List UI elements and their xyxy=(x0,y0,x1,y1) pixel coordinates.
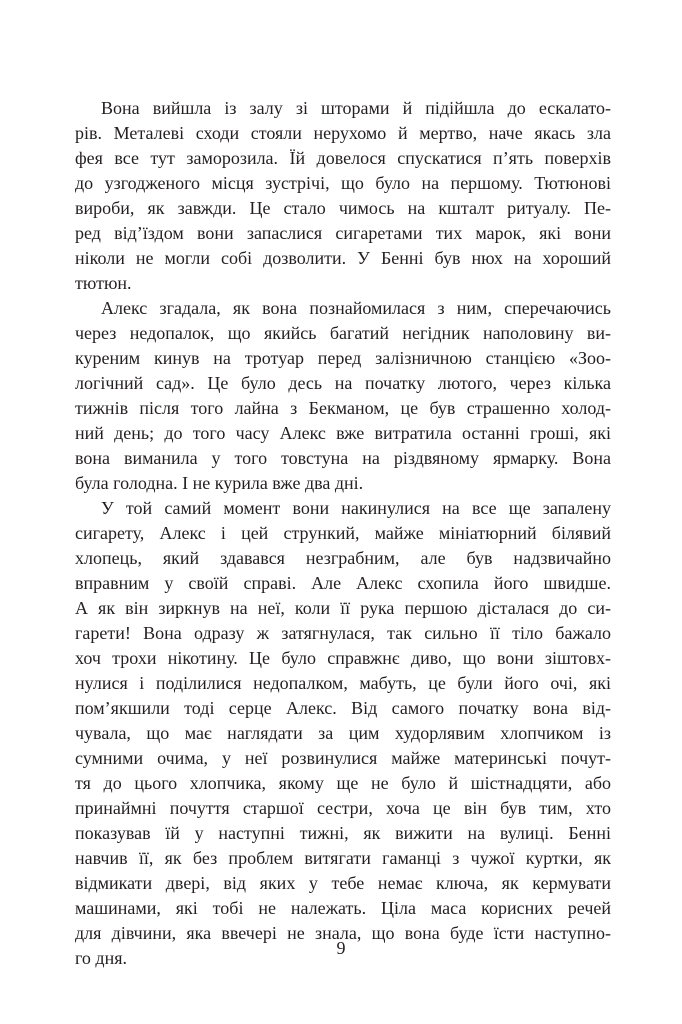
text-line: через недопалок, що якийсь багатий негідник наполовину ви- xyxy=(75,323,611,343)
text-line: гарети! Вона одразу ж затягнулася, так сильно її тіло бажало xyxy=(75,623,611,643)
text-line: фея все тут заморозила. Їй довелося спускатися п’ять поверхів xyxy=(75,148,611,168)
text-line: хлопець, який здавався незграбним, але був надзвичайно xyxy=(75,548,611,568)
text-line: навчив її, як без проблем витягати гаманці з чужої куртки, як xyxy=(75,848,611,868)
text-line: вироби, як завжди. Це стало чимось на кшталт ритуалу. Пе- xyxy=(75,198,611,218)
text-line: ніколи не могли собі дозволити. У Бенні був нюх на хороший xyxy=(75,248,611,268)
text-line: тя до цього хлопчика, якому ще не було й шістнадцяти, або xyxy=(75,773,611,793)
text-line: Алекс згадала, як вона познайомилася з ним, сперечаючись xyxy=(101,298,611,318)
book-page-body xyxy=(75,96,611,971)
text-line: тижнів після того лайна з Бекманом, це був страшенно холод- xyxy=(75,398,611,418)
text-line: сигарету, Алекс і цей стрункий, майже мініатюрний білявий xyxy=(75,523,611,543)
text-line: принаймні почуття старшої сестри, хоча це він був тим, хто xyxy=(75,798,611,818)
text-line: рів. Металеві сходи стояли нерухомо й мертво, наче якась зла xyxy=(75,123,611,143)
text-line: ний день; до того часу Алекс вже витратила останні гроші, які xyxy=(75,423,611,443)
text-line: Вона вийшла із залу зі шторами й підійшла до ескалато- xyxy=(101,98,611,118)
text-line: для дівчини, яка ввечері не знала, що вона буде їсти наступно- xyxy=(75,923,611,943)
text-line: У той самий момент вони накинулися на все ще запалену xyxy=(101,498,611,518)
text-line: пом’якшили тоді серце Алекс. Від самого початку вона від- xyxy=(75,698,611,718)
text-line: відмикати двері, від яких у тебе немає ключа, як кермувати xyxy=(75,873,611,893)
text-line: до узгодженого місця зустрічі, що було на першому. Тютюнові xyxy=(75,173,611,193)
text-line: ред від’їздом вони запаслися сигаретами тих марок, які вони xyxy=(75,223,611,243)
text-line: го дня. xyxy=(75,948,128,968)
page-number: 9 xyxy=(336,938,346,958)
text-line: сумними очима, у неї розвинулися майже материнські почут- xyxy=(75,748,611,768)
text-line: чувала, що має наглядати за цим худорлявим хлопчиком із xyxy=(75,723,611,743)
paragraph-3 xyxy=(75,496,611,971)
text-line: вона виманила у того товстуна на різдвяному ярмарку. Вона xyxy=(75,448,611,468)
text-line: куреним кинув на тротуар перед залізничною станцією «Зоо- xyxy=(75,348,611,368)
text-line: логічний сад». Це було десь на початку лютого, через кілька xyxy=(75,373,611,393)
paragraph-2 xyxy=(75,296,611,496)
text-line: була голодна. І не курила вже два дні. xyxy=(75,473,364,493)
text-line: показував їй у наступні тижні, як вижити на вулиці. Бенні xyxy=(75,823,611,843)
text-line: машинами, які тобі не належать. Ціла маса корисних речей xyxy=(75,898,611,918)
text-line: хоч трохи нікотину. Це було справжнє диво, що вони зіштовх- xyxy=(75,648,611,668)
paragraph-1 xyxy=(75,96,611,296)
text-line: А як він зиркнув на неї, коли її рука першою дісталася до си- xyxy=(75,598,611,618)
text-line: тютюн. xyxy=(75,273,132,293)
text-line: нулися і поділилися недопалком, мабуть, це були його очі, які xyxy=(75,673,611,693)
text-line: вправним у своїй справі. Але Алекс схопила його швидше. xyxy=(75,573,611,593)
